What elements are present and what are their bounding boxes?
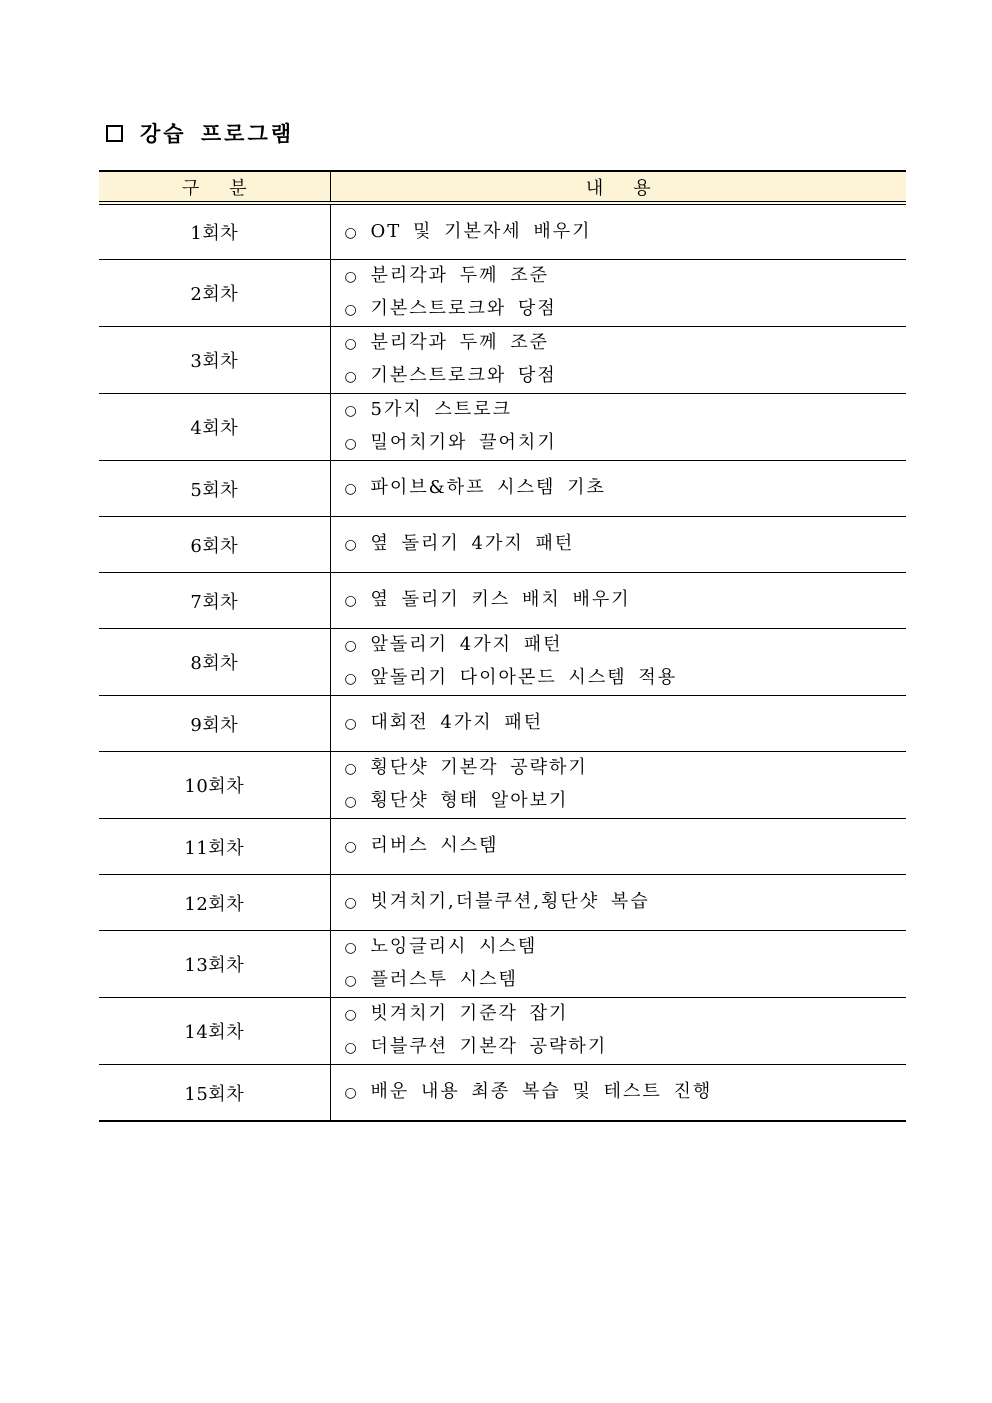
session-content (330, 573, 906, 629)
content-text: 분리각과 두께 조준 (370, 265, 550, 286)
content-text: 앞돌리기 다이아몬드 시스템 적용 (370, 667, 678, 688)
bullet-icon: ○ (344, 638, 357, 654)
table-row (99, 517, 906, 573)
session-label: 8회차 (99, 629, 330, 696)
session-label: 5회차 (99, 461, 330, 517)
content-text: 횡단샷 형태 알아보기 (370, 790, 569, 811)
table-row (99, 394, 906, 461)
bullet-icon: ○ (344, 481, 357, 497)
bullet-icon: ○ (344, 1040, 357, 1056)
session-content (330, 998, 906, 1065)
table-row (99, 696, 906, 752)
bullet-icon: ○ (344, 1085, 357, 1101)
session-content (330, 1065, 906, 1122)
session-content (330, 394, 906, 461)
content-text: OT 및 기본자세 배우기 (370, 220, 592, 242)
program-table (99, 170, 906, 1122)
content-item (345, 830, 907, 863)
content-item (345, 427, 907, 460)
content-item (345, 629, 907, 662)
content-text: 더블쿠션 기본각 공략하기 (370, 1036, 608, 1057)
session-content (330, 819, 906, 875)
bullet-icon: ○ (344, 224, 357, 241)
content-item (345, 584, 907, 617)
content-text: 리버스 시스템 (370, 835, 499, 856)
section-title: 강습 프로그램 (140, 122, 295, 146)
table-row (99, 203, 906, 260)
table-row (99, 819, 906, 875)
session-label: 14회차 (99, 998, 330, 1065)
content-text: 대회전 4가지 패턴 (370, 712, 544, 733)
content-text: 파이브&하프 시스템 기초 (370, 477, 606, 498)
content-item (345, 528, 907, 561)
content-item (345, 964, 907, 997)
content-text: 5가지 스트로크 (370, 399, 513, 420)
session-label: 10회차 (99, 752, 330, 819)
session-content (330, 327, 906, 394)
content-text: 기본스트로크와 당점 (370, 298, 557, 319)
content-item (345, 886, 907, 919)
bullet-icon: ○ (344, 403, 357, 419)
table-row (99, 875, 906, 931)
table-row (99, 327, 906, 394)
content-text: 빗겨치기 기준각 잡기 (370, 1003, 569, 1024)
session-content (330, 517, 906, 573)
bullet-icon: ○ (344, 369, 357, 385)
session-content (330, 931, 906, 998)
bullet-icon: ○ (344, 436, 357, 452)
session-label: 11회차 (99, 819, 330, 875)
session-label: 13회차 (99, 931, 330, 998)
session-content (330, 461, 906, 517)
content-item (345, 394, 907, 427)
session-content (330, 875, 906, 931)
bullet-icon: ○ (344, 671, 357, 687)
bullet-icon: ○ (344, 973, 357, 989)
section-heading (106, 116, 294, 150)
content-text: 기본스트로크와 당점 (370, 365, 557, 386)
session-label: 2회차 (99, 260, 330, 327)
session-content (330, 260, 906, 327)
content-text: 횡단샷 기본각 공략하기 (370, 757, 588, 778)
content-text: 노잉글리시 시스템 (370, 936, 538, 957)
content-text: 옆 돌리기 4가지 패턴 (370, 533, 575, 554)
bullet-icon: ○ (344, 794, 357, 810)
content-item (345, 707, 907, 740)
session-label: 3회차 (99, 327, 330, 394)
session-content (330, 203, 906, 260)
table-row (99, 461, 906, 517)
session-label: 4회차 (99, 394, 330, 461)
content-item (345, 752, 907, 785)
session-content (330, 696, 906, 752)
content-item (345, 293, 907, 326)
bullet-icon: ○ (344, 761, 357, 777)
content-text: 앞돌리기 4가지 패턴 (370, 634, 563, 655)
session-label: 9회차 (99, 696, 330, 752)
table-row (99, 260, 906, 327)
bullet-icon: ○ (344, 716, 357, 732)
empty-square-icon (106, 125, 123, 142)
session-label: 15회차 (99, 1065, 330, 1122)
table-header-row (99, 171, 906, 203)
content-item (345, 931, 907, 964)
header-content: 내용 (330, 171, 906, 203)
table-row (99, 752, 906, 819)
content-item (345, 216, 907, 249)
bullet-icon: ○ (344, 269, 357, 285)
table-row (99, 629, 906, 696)
bullet-icon: ○ (344, 302, 357, 318)
table-row (99, 931, 906, 998)
content-item (345, 662, 907, 695)
bullet-icon: ○ (344, 839, 357, 855)
bullet-icon: ○ (344, 895, 357, 911)
content-text: 옆 돌리기 키스 배치 배우기 (370, 589, 631, 610)
content-item (345, 1031, 907, 1064)
session-label: 1회차 (99, 203, 330, 260)
content-text: 분리각과 두께 조준 (370, 332, 550, 353)
bullet-icon: ○ (344, 537, 357, 553)
content-text: 밀어치기와 끌어치기 (370, 432, 557, 453)
bullet-icon: ○ (344, 940, 357, 956)
content-item (345, 1076, 907, 1109)
content-text: 배운 내용 최종 복습 및 테스트 진행 (370, 1081, 713, 1102)
content-text: 플러스투 시스템 (370, 969, 518, 990)
content-item (345, 360, 907, 393)
content-item (345, 998, 907, 1031)
content-item (345, 260, 907, 293)
header-session: 구분 (99, 171, 330, 203)
content-item (345, 785, 907, 818)
content-text: 빗겨치기,더블쿠션,횡단샷 복습 (370, 891, 650, 912)
session-label: 6회차 (99, 517, 330, 573)
session-content (330, 629, 906, 696)
bullet-icon: ○ (344, 1007, 357, 1023)
bullet-icon: ○ (344, 336, 357, 352)
table-row (99, 573, 906, 629)
bullet-icon: ○ (344, 593, 357, 609)
session-label: 7회차 (99, 573, 330, 629)
session-label: 12회차 (99, 875, 330, 931)
session-content (330, 752, 906, 819)
table-row (99, 1065, 906, 1122)
content-item (345, 327, 907, 360)
content-item (345, 472, 907, 505)
table-row (99, 998, 906, 1065)
